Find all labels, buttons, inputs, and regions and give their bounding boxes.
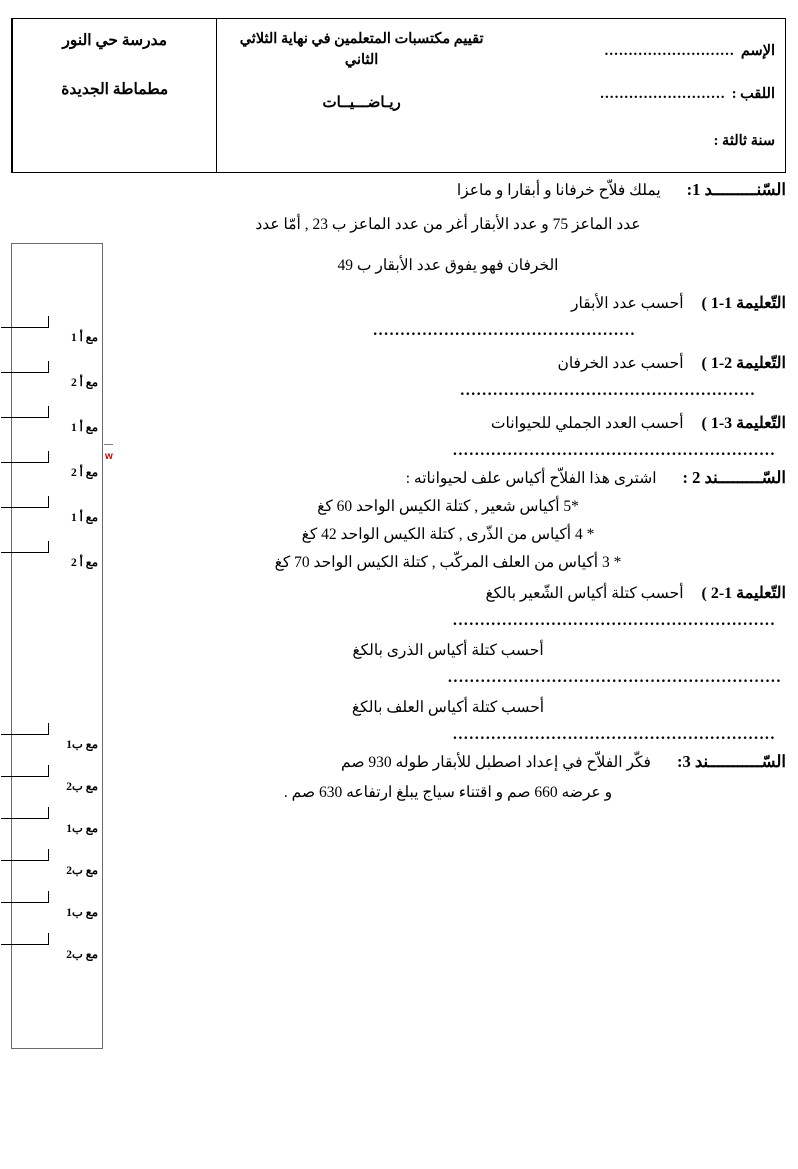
instruction-1-1 — [110, 293, 786, 313]
bracket-tick-icon — [1, 765, 49, 777]
instruction-3-1 — [110, 413, 786, 433]
grade-row[interactable] — [12, 326, 104, 348]
instruction-2-2-text: أحسب كتلة أكياس الذرى بالكغ — [352, 642, 544, 659]
instruction-1-2-text: أحسب كتلة أكياس الشّعير بالكغ — [485, 585, 684, 602]
section-2-item: * 4 أكياس من الذّرى , كتلة الكيس الواحد 42 كغ — [301, 526, 595, 543]
answer-line-2-1[interactable]: ...................................................... — [460, 382, 756, 399]
bracket-tick-icon — [1, 933, 49, 945]
answer-line-2-2[interactable]: ............................................................. — [448, 669, 782, 686]
section-1-statement: يملك فلاّح خرفانا و أبقارا و ماعزا — [456, 182, 661, 199]
grade-label: مع ب2 — [66, 949, 98, 961]
instruction-1-1-text: أحسب عدد الأبقار — [571, 295, 684, 312]
grade-label: مع أ 1 — [71, 332, 98, 344]
section-2-item: * 3 أكياس من العلف المركّب , كتلة الكيس الواحد 70 كغ — [274, 554, 622, 571]
answer-line-1-1[interactable]: ................................................ — [373, 322, 636, 339]
bracket-tick-icon — [1, 361, 49, 373]
grade-label: مع أ 2 — [71, 377, 98, 389]
bracket-tick-icon — [1, 541, 49, 553]
student-year-row — [516, 133, 775, 150]
section-2-item: *5 أكياس شعير , كتلة الكيس الواحد 60 كغ — [317, 498, 579, 515]
section-2-statement: اشترى هذا الفلاّح أكياس علف لحيواناته : — [405, 470, 657, 487]
header-table — [11, 18, 786, 173]
grade-row[interactable] — [12, 551, 104, 573]
header-cell-student-info — [506, 19, 785, 172]
instruction-3-2-text: أحسب كتلة أكياس العلف بالكغ — [351, 699, 545, 716]
answer-line-1-2[interactable]: ........................................................... — [452, 612, 776, 629]
section-2-heading — [110, 468, 786, 488]
grade-label: مع أ 1 — [71, 422, 98, 434]
grade-row[interactable] — [12, 859, 104, 881]
section-1-paragraph-1: عدد الماعز 75 و عدد الأبقار أغر من عدد الماعز ب 23 , أمّا عدد — [255, 216, 641, 233]
bracket-tick-icon — [1, 451, 49, 463]
grade-row[interactable] — [12, 506, 104, 528]
section-3-label: السّـــــــــــند 3: — [676, 752, 786, 771]
instruction-2-1-label: التّعليمة 2-1 ) — [701, 355, 786, 372]
student-name-row — [516, 43, 775, 60]
instruction-1-1-label: التّعليمة 1-1 ) — [701, 295, 786, 312]
bracket-tick-icon — [1, 406, 49, 418]
grade-label: مع أ 2 — [71, 467, 98, 479]
bracket-tick-icon — [1, 807, 49, 819]
grading-margin-box — [11, 243, 103, 1049]
section-3-statement: فكّر الفلاّح في إعداد اصطبل للأبقار طوله 930 صم — [341, 754, 651, 771]
student-name-dots[interactable]: ........................... — [604, 43, 735, 59]
instruction-2-1-text: أحسب عدد الخرفان — [557, 355, 684, 372]
grade-row[interactable] — [12, 817, 104, 839]
section-1-label: السّنـــــــــد 1: — [686, 180, 786, 199]
bracket-tick-icon — [1, 496, 49, 508]
grade-row[interactable] — [12, 416, 104, 438]
grade-row[interactable] — [12, 461, 104, 483]
school-name: مدرسة حي النور — [62, 32, 168, 49]
grade-row[interactable] — [12, 733, 104, 755]
school-location: مطماطة الجديدة — [61, 81, 169, 98]
answer-line-3-1[interactable]: ........................................................... — [452, 442, 776, 459]
worksheet-content — [110, 180, 786, 809]
student-surname-row — [516, 86, 775, 103]
header-cell-school — [12, 19, 216, 172]
section-2-label: السّـــــــــند 2 : — [682, 468, 786, 487]
instruction-1-2-label: التّعليمة 1-2 ) — [701, 585, 786, 602]
section-1-heading — [110, 180, 786, 200]
grade-label: مع ب2 — [66, 865, 98, 877]
instruction-3-1-label: التّعليمة 3-1 ) — [701, 415, 786, 432]
student-name-label: الإسم — [740, 43, 775, 59]
grade-label: مع ب1 — [66, 739, 98, 751]
section-3-heading — [110, 752, 786, 772]
grade-label: مع أ 2 — [71, 557, 98, 569]
bracket-tick-icon — [1, 849, 49, 861]
exam-title: تقييم مكتسبات المتعلمين في نهاية الثلاثي الثاني — [239, 31, 484, 68]
exam-subject: ريـاضـــيــات — [322, 95, 401, 111]
grade-row[interactable] — [12, 775, 104, 797]
instruction-3-1-text: أحسب العدد الجملي للحيوانات — [490, 415, 684, 432]
red-w-artifact: w — [105, 451, 113, 462]
student-year-label: سنة ثالثة : — [713, 133, 775, 149]
instruction-1-2 — [110, 583, 786, 603]
grade-label: مع ب1 — [66, 907, 98, 919]
bracket-tick-icon — [1, 891, 49, 903]
bracket-tick-icon — [1, 723, 49, 735]
section-1-paragraph-2: الخرفان فهو يفوق عدد الأبقار ب 49 — [337, 257, 559, 274]
instruction-2-1 — [110, 353, 786, 373]
bracket-tick-icon — [1, 316, 49, 328]
grade-row[interactable] — [12, 371, 104, 393]
grade-label: مع ب2 — [66, 781, 98, 793]
section-3-paragraph-1: و عرضه 660 صم و اقتناء سياج يبلغ ارتفاعه 630 صم . — [283, 784, 613, 801]
grade-row[interactable] — [12, 943, 104, 965]
student-surname-label: اللقب : — [731, 86, 775, 102]
grade-row[interactable] — [12, 901, 104, 923]
header-cell-exam-title — [216, 19, 505, 172]
student-surname-dots[interactable]: .......................... — [600, 86, 726, 102]
grade-label: مع ب1 — [66, 823, 98, 835]
answer-line-3-2[interactable]: ........................................................... — [452, 726, 776, 743]
grade-label: مع أ 1 — [71, 512, 98, 524]
